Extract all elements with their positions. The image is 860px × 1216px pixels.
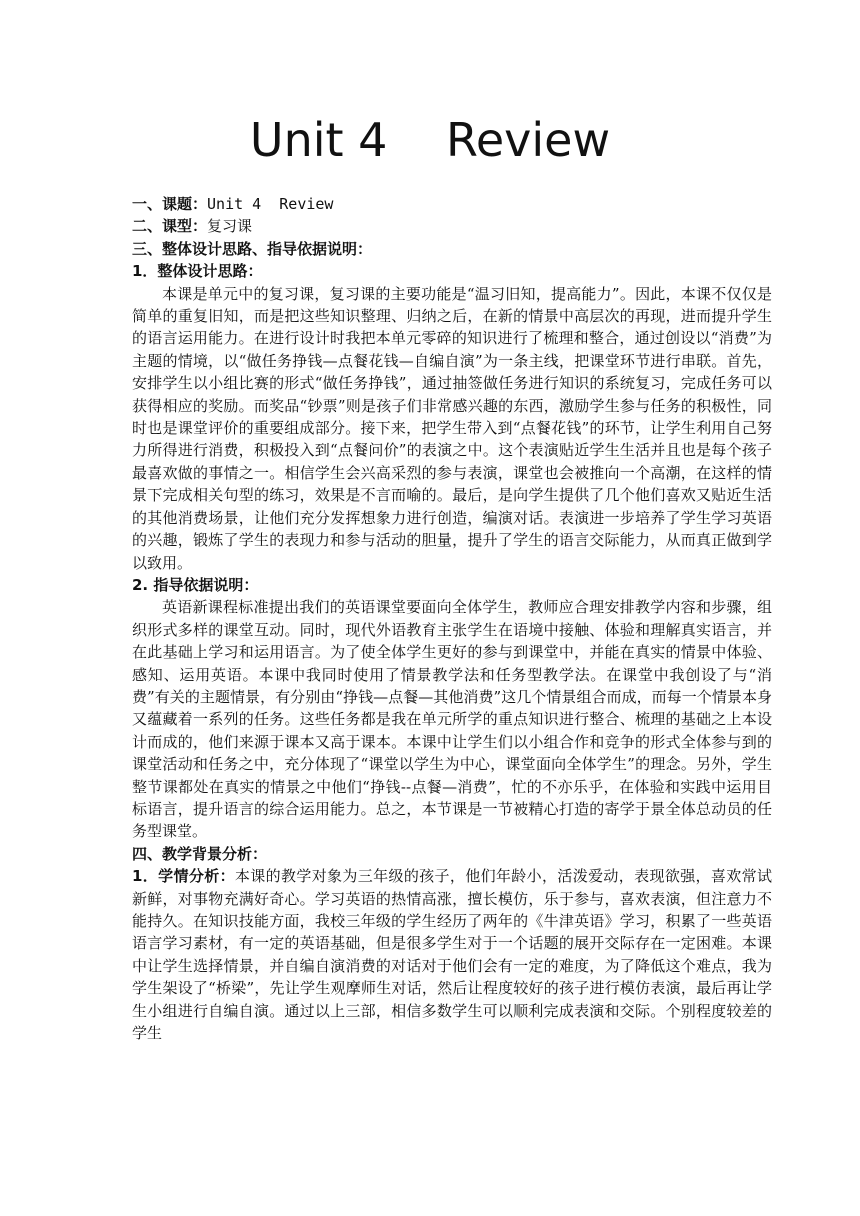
- design-paragraph: 本课是单元中的复习课，复习课的主要功能是“温习旧知，提高能力”。因此，本课不仅仅是简单的重复旧知，而是把这些知识整理、归纳之后，在新的情景中高层次的再现，进而提升学生的语言运用能力。在进行设计时我把本单元零碎的知识进行了梳理和整合，通过创设以“消费”为主题的情境，以“做任务挣钱—点餐花钱—自编自演”为一条主线，把课堂环节进行串联。首先，安排学生以小组比赛的形式“做任务挣钱”，通过抽签做任务进行知识的系统复习，完成任务可以获得相应的奖励。而奖品“钞票”则是孩子们非常感兴趣的东西，激励学生参与任务的积极性，同时也是课堂评价的重要组成部分。接下来，把学生带入到“点餐花钱”的环节，让学生利用自己努力所得进行消费，积极投入到“点餐问价”的表演之中。这个表演贴近学生生活并且也是每个孩子最喜欢做的事情之一。相信学生会兴高采烈的参与表演，课堂也会被推向一个高潮，在这样的情景下完成相关句型的练习，效果是不言而喻的。最后，是向学生提供了几个他们喜欢又贴近生活的其他消费场景，让他们充分发挥想象力进行创造，编演对话。表演进一步培养了学生学习英语的兴趣，锻炼了学生的表现力和参与活动的胆量，提升了学生的语言交际能力，从而真正做到学以致用。: [132, 284, 772, 572]
- learner-paragraph: [132, 865, 772, 1044]
- basis-heading: 2. 指导依据说明：: [132, 575, 259, 594]
- topic-label: 一、课题：: [132, 195, 208, 213]
- design-heading: 1．整体设计思路：: [132, 262, 263, 281]
- topic-value: Unit 4 Review: [207, 195, 334, 213]
- type-label: 二、课型：: [132, 217, 208, 236]
- document-title: Unit 4 Review: [249, 113, 611, 167]
- section3-heading: 三、整体设计思路、指导依据说明：: [132, 239, 373, 258]
- learner-label: 1．学情分析：: [132, 867, 235, 886]
- topic-line: [132, 193, 772, 215]
- learner-text: 本课的教学对象为三年级的孩子，他们年龄小，活泼爱动，表现欲强，喜欢常试新鲜，对事物充满好奇心。学习英语的热情高涨，擅长模仿，乐于参与，喜欢表演，但注意力不能持久。在知识技能方面，我校三年级的学生经历了两年的《牛津英语》学习，积累了一些英语语言学习素材，有一定的英语基础，但是很多学生对于一个话题的展开交际存在一定困难。本课中让学生选择情景，并自编自演消费的对话对于他们会有一定的难度，为了降低这个难点，我为学生架设了“桥梁”，先让学生观摩师生对话，然后让程度较好的孩子进行模仿表演，最后再让学生小组进行自编自演。通过以上三部，相信多数学生可以顺利完成表演和交际。个别程度较差的学生: [132, 867, 772, 1043]
- type-value: 复习课: [207, 217, 253, 236]
- section4-heading: 四、教学背景分析：: [132, 844, 268, 863]
- type-line: [132, 215, 772, 237]
- document-body: [132, 193, 772, 1044]
- basis-paragraph: 英语新课程标准提出我们的英语课堂要面向全体学生，教师应合理安排教学内容和步骤，组织形式多样的课堂互动。同时，现代外语教育主张学生在语境中接触、体验和理解真实语言，并在此基础上学习和运用语言。为了使全体学生更好的参与到课堂中，并能在真实的情景中体验、感知、运用英语。本课中我同时使用了情景教学法和任务型教学法。在课堂中我创设了与“消费”有关的主题情景，有分别由“挣钱—点餐—其他消费”这几个情景组合而成，而每一个情景本身又蕴藏着一系列的任务。这些任务都是我在单元所学的重点知识进行整合、梳理的基础之上本设计而成的，他们来源于课本又高于课本。本课中让学生们以小组合作和竞争的形式全体参与到的课堂活动和任务之中，充分体现了“课堂以学生为中心，课堂面向全体学生”的理念。另外，学生整节课都处在真实的情景之中他们“挣钱--点餐—消费”，忙的不亦乐乎，在体验和实践中运用目标语言，提升语言的综合运用能力。总之，本节课是一节被精心打造的寄学于景全体总动员的任务型课堂。: [132, 598, 772, 841]
